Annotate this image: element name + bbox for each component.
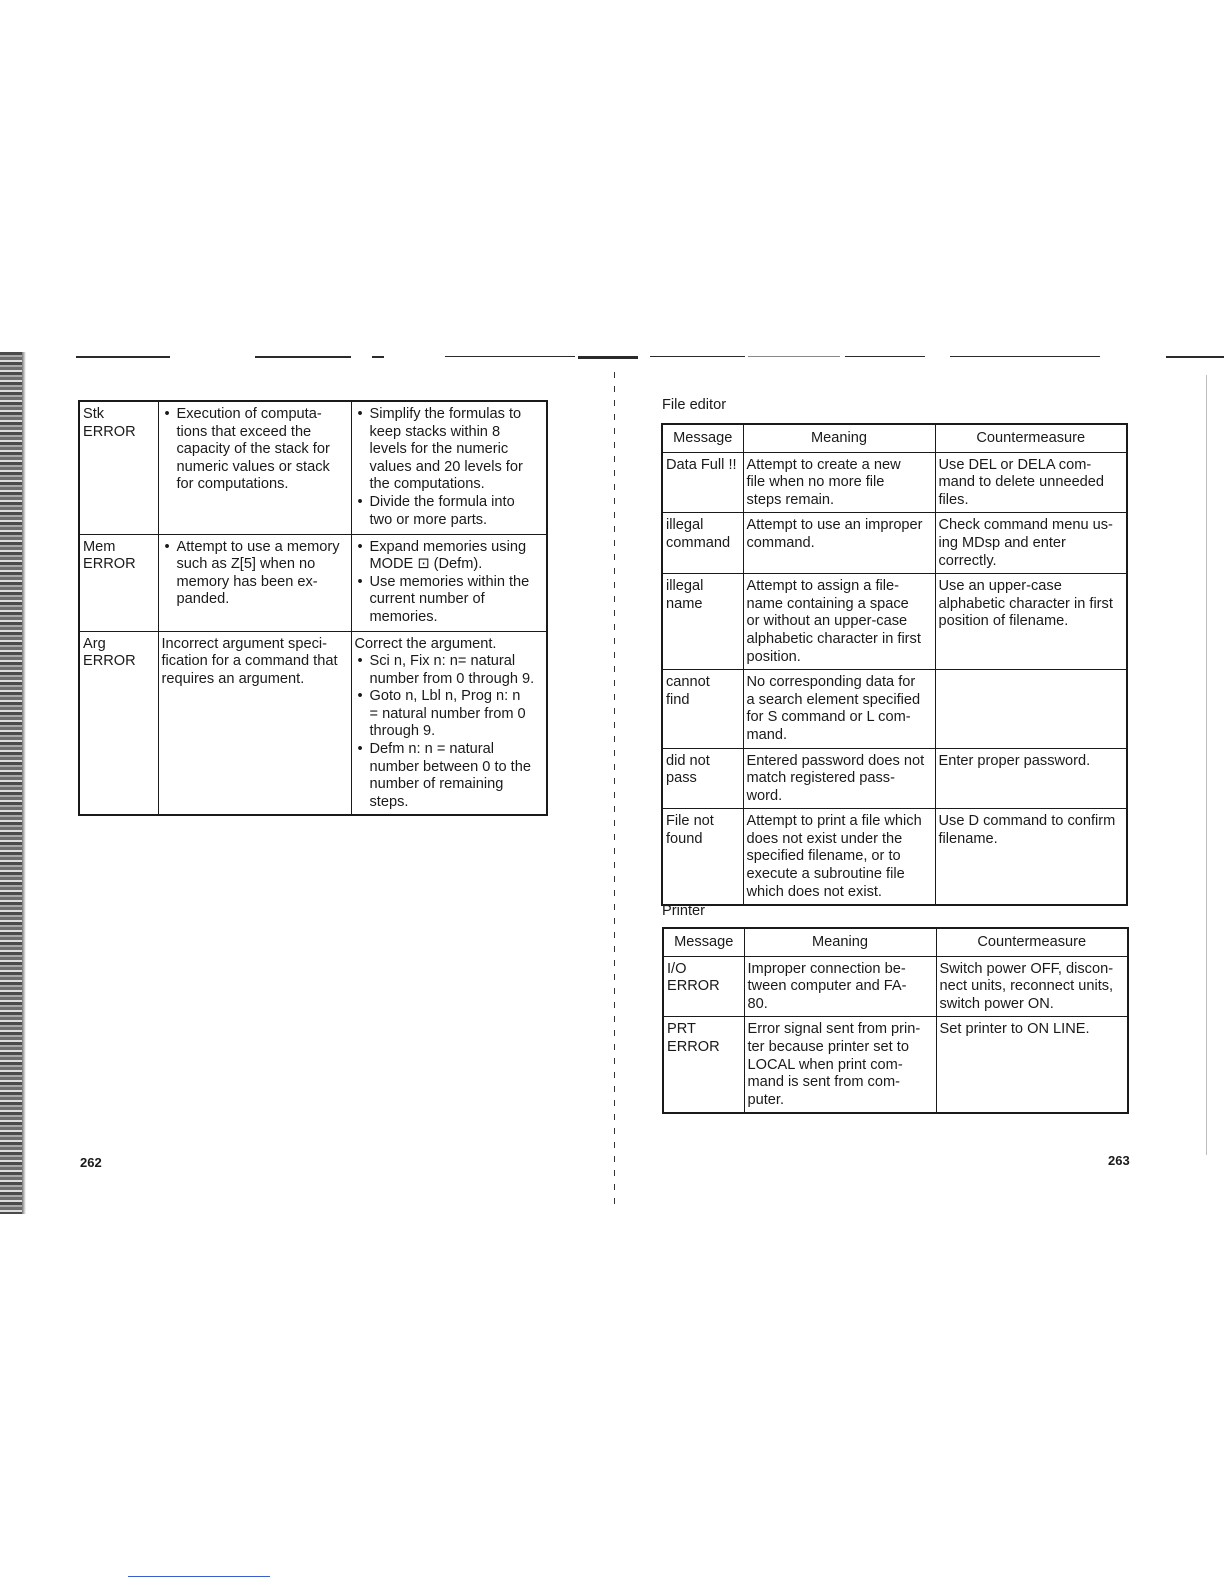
section-title-printer: Printer [662, 903, 705, 919]
error-table-left [78, 400, 548, 816]
table-row [662, 809, 1127, 905]
column-header-message: Message [662, 424, 743, 452]
list-item: • Simplify the formulas to keep stacks within 8 levels for the numeric values and 20 levels for the computations. [370, 406, 544, 494]
message-cell: Data Full !! [662, 452, 743, 513]
list-item: • Sci n, Fix n: n= natural number from 0 through 9. [370, 653, 544, 688]
page-number-left: 262 [80, 1155, 102, 1170]
table-header-row [662, 424, 1127, 452]
meaning-cell: Attempt to create a new file when no more file steps remain. [743, 452, 935, 513]
countermeasure-cell: Use DEL or DELA com- mand to delete unneeded files. [935, 452, 1127, 513]
meaning-cell: Error signal sent from prin- ter because printer set to LOCAL when print com- mand is sent from com- puter. [744, 1017, 936, 1113]
top-rule [650, 356, 745, 357]
table-header-row [663, 928, 1128, 956]
printer-table [662, 927, 1129, 1114]
table-row [79, 401, 547, 534]
column-header-countermeasure: Countermeasure [935, 424, 1127, 452]
countermeasure-cell [351, 401, 547, 534]
column-header-message: Message [663, 928, 744, 956]
meaning-cell: Attempt to assign a file- name containing a space or without an upper-case alphabetic character in first position. [743, 574, 935, 670]
countermeasure-cell: Use D command to confirm filename. [935, 809, 1127, 905]
message-cell: did not pass [662, 748, 743, 809]
table-row [79, 534, 547, 631]
section-title-file-editor: File editor [662, 397, 727, 413]
table-row [662, 513, 1127, 574]
meaning-cell: Entered password does not match registered pass- word. [743, 748, 935, 809]
meaning-cell: Incorrect argument speci- fication for a command that requires an argument. [158, 631, 351, 815]
countermeasure-cell: Enter proper password. [935, 748, 1127, 809]
table-row [662, 452, 1127, 513]
column-header-meaning: Meaning [744, 928, 936, 956]
decorative-underline [128, 1576, 270, 1577]
scan-edge-left [0, 352, 22, 1214]
top-rule [845, 356, 925, 357]
message-cell: I/O ERROR [663, 956, 744, 1017]
table-row [663, 956, 1128, 1017]
message-cell: PRT ERROR [663, 1017, 744, 1113]
top-rule [445, 356, 575, 357]
message-cell: illegal name [662, 574, 743, 670]
right-page-edge [1206, 375, 1207, 1155]
list-item: • Expand memories using MODE ⊡ (Defm). [370, 539, 544, 574]
message-cell: Arg ERROR [79, 631, 158, 815]
top-rule [76, 356, 170, 358]
table-row [662, 574, 1127, 670]
table-row [663, 1017, 1128, 1113]
countermeasure-cell: Switch power OFF, discon- nect units, reconnect units, switch power ON. [936, 956, 1128, 1017]
countermeasure-cell: Use an upper-case alphabetic character in first position of filename. [935, 574, 1127, 670]
countermeasure-cell: Correct the argument. • Sci n, Fix n: n= natural number from 0 through 9. • Goto n, Lbl n, Prog n: n = natural number from 0 through 9. • Defm n: n = natural number between 0 to the number of remaining steps. [351, 631, 547, 815]
page-spine [614, 372, 615, 1212]
message-cell: File not found [662, 809, 743, 905]
meaning-cell [158, 534, 351, 631]
countermeasure-cell: Check command menu us- ing MDsp and enter correctly. [935, 513, 1127, 574]
top-rule [1166, 356, 1224, 358]
page-number-right: 263 [1108, 1153, 1130, 1168]
countermeasure-cell: Set printer to ON LINE. [936, 1017, 1128, 1113]
table-row [662, 670, 1127, 748]
list-item: • Defm n: n = natural number between 0 to the number of remaining steps. [370, 741, 544, 811]
meaning-cell: No corresponding data for a search element specified for S command or L com- mand. [743, 670, 935, 748]
countermeasure-cell [935, 670, 1127, 748]
message-cell: Stk ERROR [79, 401, 158, 534]
table-row [79, 631, 547, 815]
countermeasure-cell [351, 534, 547, 631]
list-item: • Divide the formula into two or more parts. [370, 494, 544, 529]
meaning-cell: Attempt to print a file which does not exist under the specified filename, or to execute a subroutine file which does not exist. [743, 809, 935, 905]
scan-edge-shadow [22, 352, 26, 1214]
list-item: • Goto n, Lbl n, Prog n: n = natural number from 0 through 9. [370, 688, 544, 741]
column-header-countermeasure: Countermeasure [936, 928, 1128, 956]
message-cell: Mem ERROR [79, 534, 158, 631]
top-rule [578, 356, 638, 359]
top-rule [748, 356, 840, 357]
top-rule [372, 356, 384, 358]
list-item: • Use memories within the current number of memories. [370, 574, 544, 627]
meaning-cell: Attempt to use an improper command. [743, 513, 935, 574]
message-cell: cannot find [662, 670, 743, 748]
message-cell: illegal command [662, 513, 743, 574]
file-editor-table [661, 423, 1128, 906]
top-rule [255, 356, 351, 358]
meaning-cell [158, 401, 351, 534]
column-header-meaning: Meaning [743, 424, 935, 452]
table-row [662, 748, 1127, 809]
top-rule [950, 356, 1100, 357]
meaning-cell: Improper connection be- tween computer and FA- 80. [744, 956, 936, 1017]
list-item: • Attempt to use a memory such as Z[5] when no memory has been ex- panded. [177, 539, 348, 609]
list-item: • Execution of computa- tions that exceed the capacity of the stack for numeric values or stack for computations. [177, 406, 348, 494]
